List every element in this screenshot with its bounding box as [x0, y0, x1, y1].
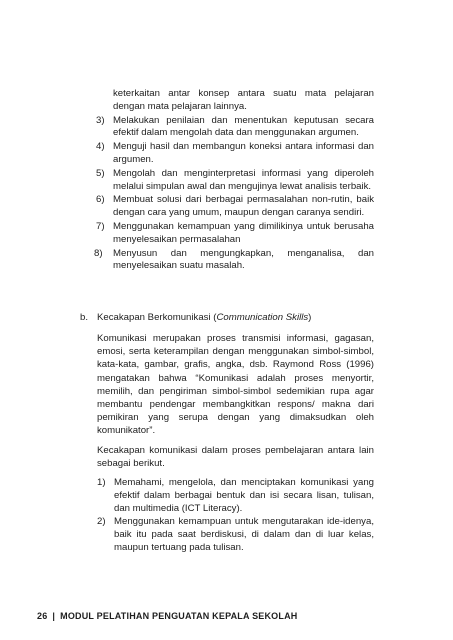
- list-number: 6): [96, 194, 105, 206]
- list-item: [96, 248, 374, 274]
- heading-close: ): [308, 312, 312, 323]
- paragraph: Kecakapan komunikasi dalam proses pembelajaran antara lain sebagai berikut.: [97, 444, 374, 469]
- list-text: Menyusun dan mengungkapkan, menganalisa, dan menyelesaikan suatu masalah.: [113, 247, 374, 272]
- list-number: 4): [96, 141, 105, 153]
- list-text: Menggunakan kemampuan untuk mengutarakan ide-idenya, baik itu pada saat berdiskusi, di dalam dan di luar kelas, maupun tertuang pada tulisan.: [114, 516, 374, 554]
- list-text: Membuat solusi dari berbagai permasalahan non-rutin, baik dengan cara yang umum, maupun dengan caranya sendiri.: [113, 194, 374, 219]
- footer-title: MODUL PELATIHAN PENGUATAN KEPALA SEKOLAH: [60, 611, 298, 621]
- list-item: [96, 168, 374, 194]
- list-number: 3): [96, 114, 105, 126]
- section-heading: [80, 311, 374, 324]
- section-letter: b.: [80, 312, 89, 323]
- list-number: 2): [97, 516, 106, 528]
- section-communication-skills: [80, 311, 374, 555]
- list-item: [96, 194, 374, 220]
- numbered-list: [97, 477, 374, 555]
- list-item-continuation: keterkaitan antar konsep antara suatu mata pelajaran dengan mata pelajaran lainnya.: [113, 88, 374, 112]
- list-number: 5): [96, 167, 105, 179]
- list-text: Menguji hasil dan membangun koneksi antara informasi dan argumen.: [113, 141, 374, 165]
- numbered-list-continued: [96, 88, 374, 273]
- heading-italic: Communication Skills: [216, 312, 309, 323]
- list-text: Memahami, mengelola, dan menciptakan komunikasi yang efektif dalam berbagai bentuk dan isi secara lisan, tulisan, dan multimedia (ICT Literacy).: [114, 477, 374, 514]
- page-footer: [37, 611, 297, 621]
- list-number: 1): [97, 477, 106, 489]
- list-item: [96, 115, 374, 141]
- footer-separator: |: [52, 611, 56, 621]
- list-number: 7): [96, 220, 105, 232]
- list-item: [96, 221, 374, 247]
- page-number: 26: [37, 611, 48, 621]
- list-text: Melakukan penilaian dan menentukan keputusan secara efektif dalam mengolah data dan menggunakan argumen.: [113, 114, 374, 139]
- paragraph: Komunikasi merupakan proses transmisi informasi, gagasan, emosi, serta keterampilan dengan menggunakan simbol-simbol, kata-kata, gambar, grafis, angka, dsb. Raymond Ross (1996) mengatakan bahwa “Komunikasi adalah proses menyortir, memilih, dan pengiriman simbol-simbol sedemikian rupa agar membantu pendengar membangkitkan respons/ makna dari pemikiran yang serupa dengan yang dimaksudkan oleh komunikator”.: [97, 333, 374, 437]
- list-item: [97, 477, 374, 515]
- heading-text: Kecakapan Berkomunikasi (: [97, 312, 217, 323]
- list-text: Menggunakan kemampuan yang dimilikinya untuk berusaha menyelesaikan permasalahan: [113, 220, 374, 245]
- list-number: 8): [94, 247, 103, 259]
- list-text: Mengolah dan menginterpretasi informasi yang diperoleh melalui simpulan awal dan mengujinya lewat analisis terbaik.: [113, 167, 374, 192]
- list-item: [97, 516, 374, 554]
- list-item: [96, 141, 374, 167]
